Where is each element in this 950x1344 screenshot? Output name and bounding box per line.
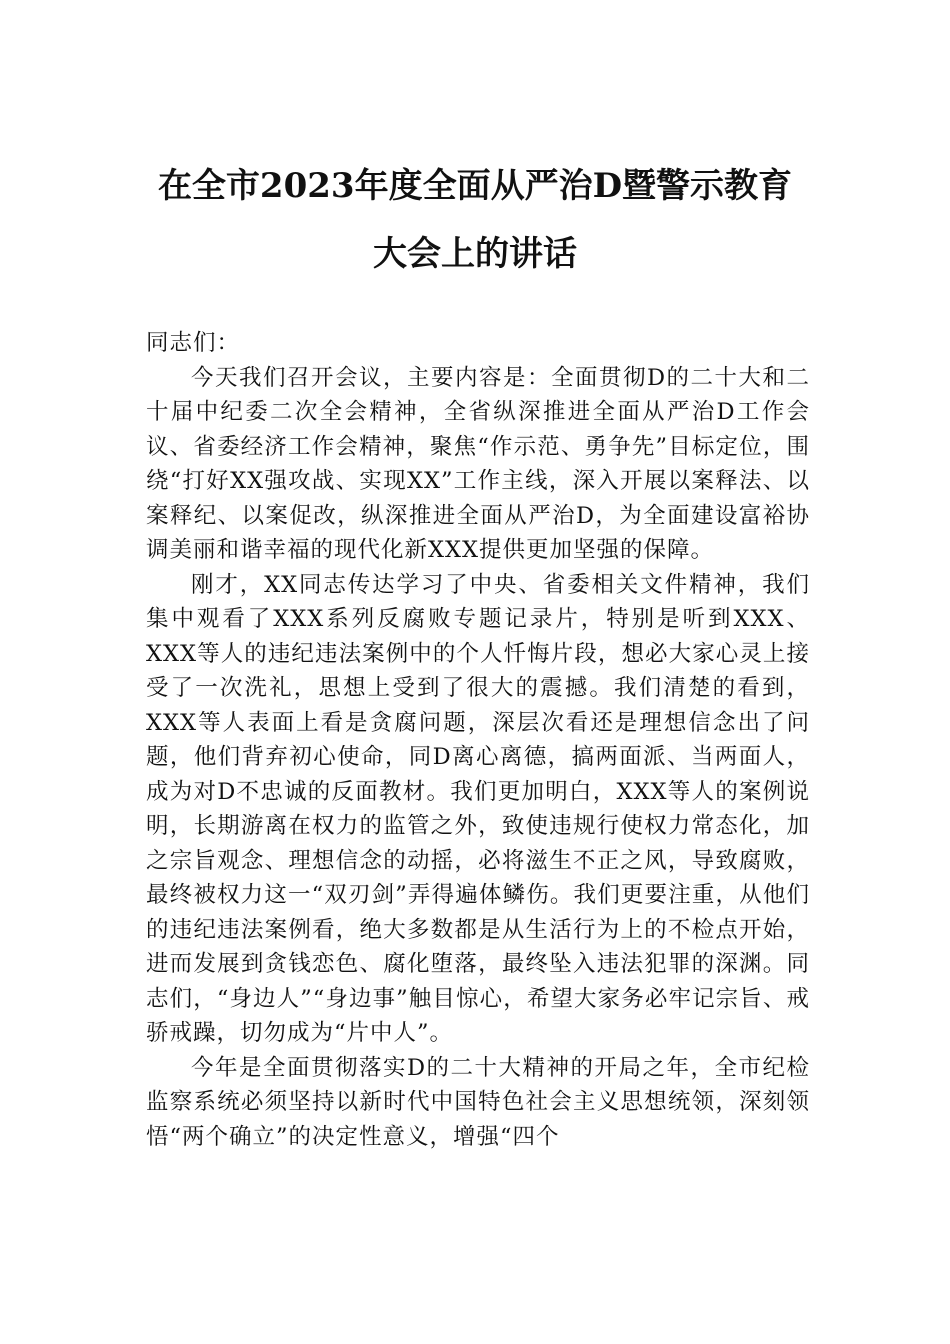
salutation: 同志们： — [146, 330, 241, 356]
paragraph-1: 今天我们召开会议，主要内容是：全面贯彻D的二十大和二十届中纪委二次全会精神，全省纵深推进全面从严治D工作会议、省委经济工作会精神，聚焦“作示范、勇争先”目标定位，围绕“打好XX强攻战、实现XX”工作主线，深入开展以案释法、以案释纪、以案促改，纵深推进全面从严治D，为全面建设富裕协调美丽和谐幸福的现代化新XXX提供更加坚强的保障。 — [146, 364, 810, 563]
paragraph-2: 刚才，XX同志传达学习了中央、省委相关文件精神，我们集中观看了XXX系列反腐败专题记录片，特别是听到XXX、XXX等人的违纪违法案例中的个人忏悔片段，想必大家心灵上接受了一次洗礼，思想上受到了很大的震撼。我们清楚的看到，XXX等人表面上看是贪腐问题，深层次看还是理想信念出了问题，他们背弃初心使命，同D离心离德，搞两面派、当两面人，成为对D不忠诚的反面教材。我们更加明白，XXX等人的案例说明，长期游离在权力的监管之外，致使违规行使权力常态化，加之宗旨观念、理想信念的动摇，必将滋生不正之风，导致腐败，最终被权力这一“双刃剑”弄得遍体鳞伤。我们更要注重，从他们的违纪违法案例看，绝大多数都是从生活行为上的不检点开始，进而发展到贪钱恋色、腐化堕落，最终坠入违法犯罪的深渊。同志们，“身边人”“身边事”触目惊心，希望大家务必牢记宗旨、戒骄戒躁，切勿成为“片中人”。 — [146, 571, 810, 1046]
document-body — [146, 326, 810, 1154]
document-title-line-2: 大会上的讲话 — [373, 234, 577, 274]
paragraph-3: 今年是全面贯彻落实D的二十大精神的开局之年，全市纪检监察系统必须坚持以新时代中国特色社会主义思想统领，深刻领悟“两个确立”的决定性意义，增强“四个 — [146, 1054, 810, 1150]
document-title-line-1: 在全市2023年度全面从严治D暨警示教育 — [157, 166, 793, 206]
